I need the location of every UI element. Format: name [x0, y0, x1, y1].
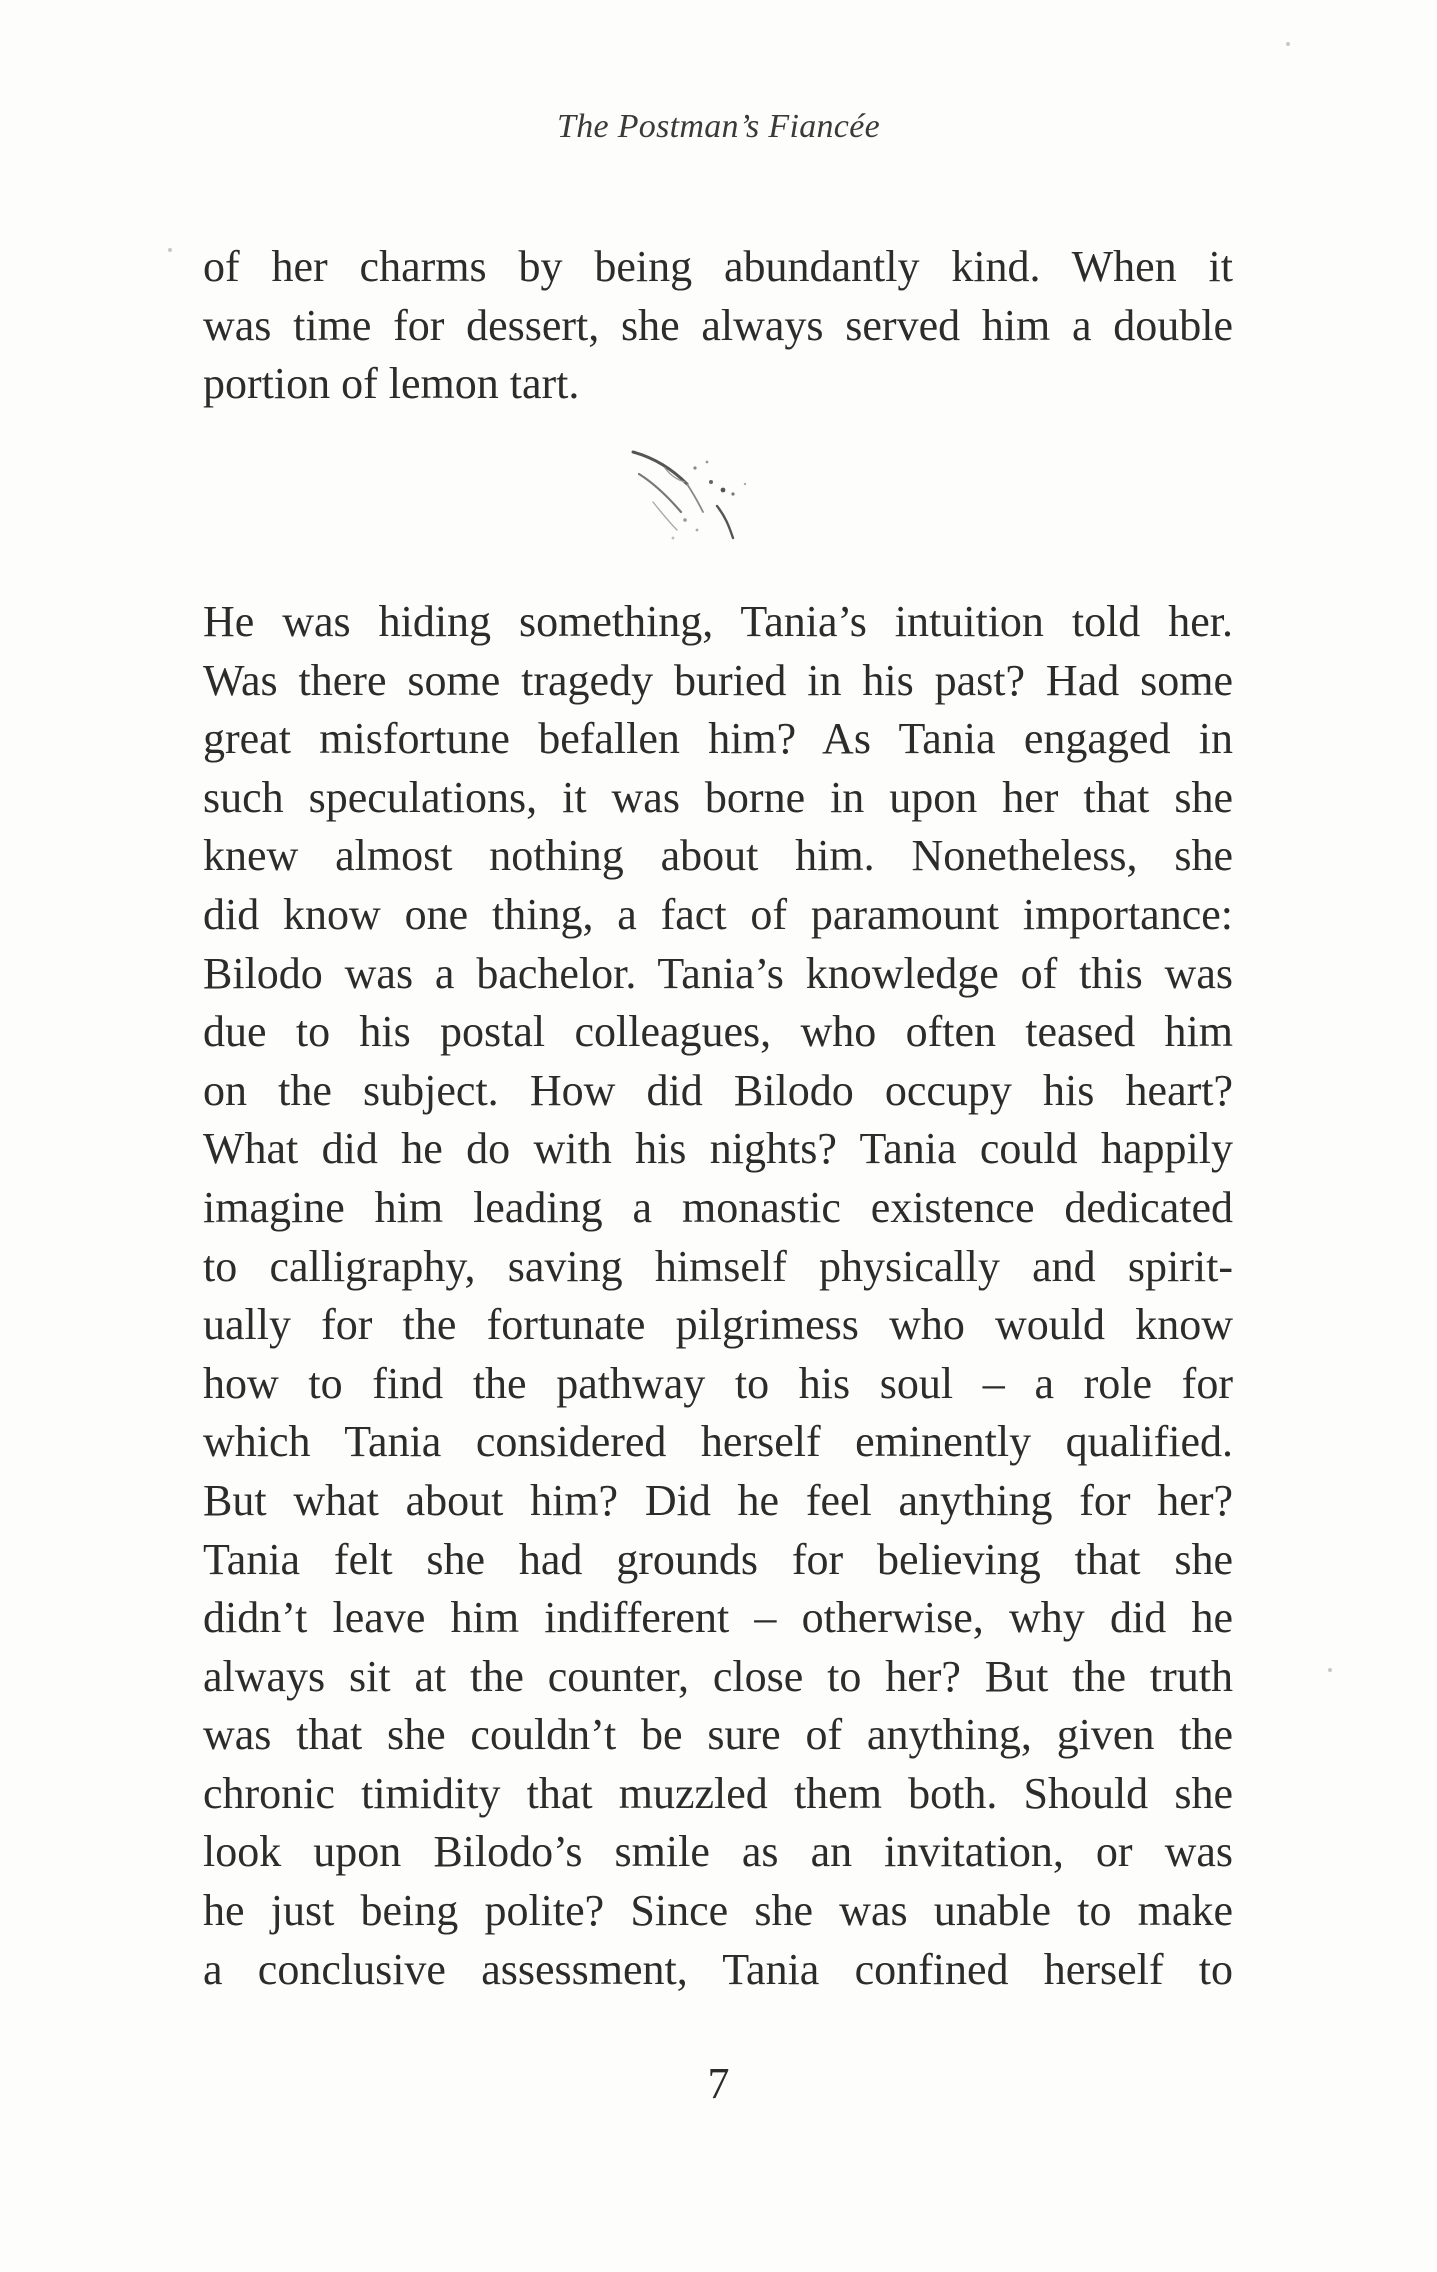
- text-line: ually for the fortunate pilgrimess who would know: [203, 1300, 1233, 1350]
- paper-speck: [1328, 1668, 1332, 1672]
- text-line: was time for dessert, she always served him a double: [203, 300, 1233, 350]
- paragraph-2: [203, 593, 1233, 1999]
- text-line: was that she couldn’t be sure of anything, given the: [203, 1710, 1233, 1760]
- text-line: to calligraphy, saving himself physically and spirit-: [203, 1241, 1233, 1291]
- text-line: on the subject. How did Bilodo occupy his heart?: [203, 1065, 1233, 1115]
- text-line: portion of lemon tart.: [203, 359, 580, 409]
- paper-speck: [168, 248, 172, 252]
- text-line: didn’t leave him indifferent – otherwise, why did he: [203, 1593, 1233, 1643]
- running-head: The Postman’s Fiancée: [557, 108, 880, 145]
- branch-ornament-icon: [625, 440, 795, 570]
- paper-speck: [1286, 42, 1290, 46]
- text-line: did know one thing, a fact of paramount importance:: [203, 889, 1233, 939]
- text-line: due to his postal colleagues, who often teased him: [203, 1007, 1233, 1057]
- text-line: But what about him? Did he feel anything for her?: [203, 1475, 1233, 1525]
- page-number: 7: [707, 2059, 730, 2108]
- text-line: chronic timidity that muzzled them both. Should she: [203, 1768, 1233, 1818]
- text-line: how to find the pathway to his soul – a role for: [203, 1358, 1233, 1408]
- text-line: which Tania considered herself eminently qualified.: [203, 1417, 1233, 1467]
- text-line: imagine him leading a monastic existence dedicated: [203, 1182, 1233, 1232]
- text-line: a conclusive assessment, Tania confined herself to: [203, 1944, 1233, 1994]
- text-line: Was there some tragedy buried in his past? Had some: [203, 655, 1233, 705]
- text-line: knew almost nothing about him. Nonetheless, she: [203, 831, 1233, 881]
- text-line: Bilodo was a bachelor. Tania’s knowledge of this was: [203, 948, 1233, 998]
- text-line: he just being polite? Since she was unable to make: [203, 1886, 1233, 1936]
- text-line: look upon Bilodo’s smile as an invitation, or was: [203, 1827, 1233, 1877]
- paragraph-1: [203, 238, 1233, 414]
- text-line: great misfortune befallen him? As Tania engaged in: [203, 714, 1233, 764]
- text-line: What did he do with his nights? Tania could happily: [203, 1124, 1233, 1174]
- text-line: such speculations, it was borne in upon her that she: [203, 772, 1233, 822]
- text-line: always sit at the counter, close to her? But the truth: [203, 1651, 1233, 1701]
- text-line: He was hiding something, Tania’s intuition told her.: [203, 597, 1233, 646]
- text-line: of her charms by being abundantly kind. When it: [203, 242, 1233, 291]
- text-line: Tania felt she had grounds for believing that she: [203, 1534, 1233, 1584]
